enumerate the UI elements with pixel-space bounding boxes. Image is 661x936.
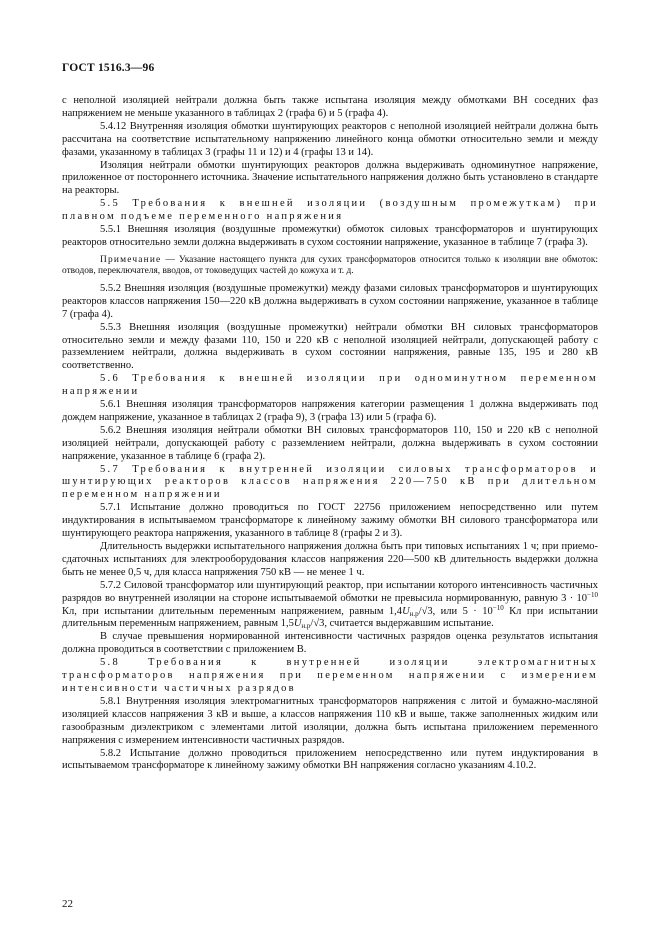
note bbox=[62, 255, 598, 278]
paragraph: Длительность выдержки испытательного напряжения должна быть при типовых испытаниях 1 ч; при приемо-сдаточных испытаниях для электрооборудования классов напряжения 220—500 кВ длительность выдержки должна быть не менее 0,5 ч, для класса напряжения 750 кВ — не менее 1 ч. bbox=[62, 541, 598, 578]
paragraph: с неполной изоляцией нейтрали должна быть также испытана изоляция между обмотками ВН соседних фаз напряжением не меньше указанного в таблицах 2 (графа 6) и 5 (графа 4). bbox=[62, 95, 598, 119]
section-heading-5-8: 5.8 Требования к внутренней изоляции электромагнитных трансформаторов напряжения при переменном напряжении с измерением интенсивности частичных разрядов bbox=[62, 657, 598, 694]
exponent: −10 bbox=[587, 590, 598, 599]
paragraph-5-4-12: 5.4.12 Внутренняя изоляция обмотки шунтирующих реакторов с неполной изоляцией нейтрали должна быть рассчитана на соответствие испытательному напряжению линейного конца обмотки относительно земли и между фазами, указанному в таблицах 3 (графы 11 и 12) и 4 (графы 13 и 14). bbox=[62, 120, 598, 158]
paragraph-5-6-1: 5.6.1 Внешняя изоляция трансформаторов напряжения категории размещения 1 должна выдерживать под дождем напряжение, указанное в таблицах 2 (графа 9), 3 (графа 13) или 5 (графа 6). bbox=[62, 399, 598, 423]
text-run: /√3, или 5 · 10 bbox=[418, 605, 493, 617]
text-run: /√3, считается выдержавшим испытание. bbox=[310, 618, 494, 630]
paragraph: Изоляция нейтрали обмотки шунтирующих реакторов должна выдерживать одноминутное напряжение, приложенное от постороннего источника. Значение испытательного напряжения должно быть установлено в стандарте на реакторы. bbox=[62, 159, 598, 197]
subscript: н.р bbox=[409, 609, 419, 618]
paragraph-5-8-1: 5.8.1 Внутренняя изоляция электромагнитных трансформаторов напряжения с литой и бумажно-масляной изоляцией классов напряжения 3 кВ и выше, а классов напряжения 110 кВ и выше, также заполненных жидким или газообразным диэлектриком с элементами литой изоляции, должна быть испытана приложением переменного напряжения с измерением интенсивности частичных разрядов. bbox=[62, 695, 598, 746]
paragraph-5-5-1: 5.5.1 Внешняя изоляция (воздушные промежутки) обмоток силовых трансформаторов и шунтирующих реакторов относительно земли должна выдерживать в сухом состоянии напряжение, указанное в таблице 7 (графа 3). bbox=[62, 224, 598, 248]
paragraph-5-7-2 bbox=[62, 580, 598, 632]
section-heading-5-5: 5.5 Требования к внешней изоляции (воздушным промежуткам) при плавном подъеме переменного напряжения bbox=[62, 198, 598, 223]
symbol-u: U bbox=[293, 618, 302, 630]
text-run: Кл, при испытании длительным переменным напряжением, равным 1,4 bbox=[62, 605, 403, 617]
section-heading-5-7: 5.7 Требования к внутренней изоляции силовых трансформаторов и шунтирующих реакторов классов напряжения 220—750 кВ при длительном переменном напряжении bbox=[62, 463, 598, 501]
text-run: Кл при испытании длительным переменным напряжением, равным 1,5 bbox=[62, 605, 599, 630]
paragraph-5-5-2: 5.5.2 Внешняя изоляция (воздушные промежутки) между фазами силовых трансформаторов и шунтирующих реакторов классов напряжения 150—220 кВ должна выдерживать в сухом состоянии напряжение, указанное в таблице 7 (графа 4). bbox=[62, 282, 598, 320]
document-body bbox=[62, 95, 598, 773]
section-heading-5-6: 5.6 Требования к внешней изоляции при одноминутном переменном напряжении bbox=[62, 373, 598, 398]
note-text: — Указание настоящего пункта для сухих трансформаторов относится только к изоляции вне обмоток: отводов, переключателя, вводов, от токоведущих частей до кожуха и т. д. bbox=[62, 254, 598, 277]
paragraph: В случае превышения нормированной интенсивности частичных разрядов оценка результатов испытания должна проводиться в соответствии с приложением В. bbox=[62, 631, 598, 656]
text-run: 5.7.2 Силовой трансформатор или шунтирующий реактор, при испытании которого интенсивность частичных разрядов во внутренней изоляции на стороне испытываемой обмотки не превысила нормированную, равную 3 · 10 bbox=[62, 579, 598, 604]
exponent: −10 bbox=[492, 603, 504, 612]
note-label: Примечание bbox=[100, 254, 162, 265]
subscript: н.р bbox=[301, 622, 311, 631]
paragraph-5-8-2: 5.8.2 Испытание должно проводиться приложением непосредственно или путем индуктирования в испытываемом трансформаторе к линейному зажиму обмотки ВН напряжения согласно указаниям 4.10.2. bbox=[62, 747, 598, 772]
symbol-u: U bbox=[402, 605, 410, 617]
document-header: ГОСТ 1516.3—96 bbox=[62, 62, 155, 74]
paragraph-5-5-3: 5.5.3 Внешняя изоляция (воздушные промежутки) нейтрали обмотки ВН силовых трансформаторов относительно земли и между фазами 110, 150 и 220 кВ с неполной изоляцией нейтрали, допускающей работу с разземлением нейтрали, должна выдерживать в сухом состоянии напряжения, равные 135, 195 и 280 кВ соответственно. bbox=[62, 321, 598, 372]
paragraph-5-7-1: 5.7.1 Испытание должно проводиться по ГОСТ 22756 приложением непосредственно или путем индуктирования в испытываемом трансформаторе к линейному зажиму обмотки ВН силового трансформатора или шунтирующего реактора напряжения, указанного в таблице 8 (графы 2 и 3). bbox=[62, 502, 598, 540]
paragraph-5-6-2: 5.6.2 Внешняя изоляция нейтрали обмотки ВН силовых трансформаторов 110, 150 и 220 кВ с неполной изоляцией нейтрали, допускающей работу с разземлением нейтрали, должна выдерживать в сухом состоянии напряжение, указанное в таблице 6 (графа 2). bbox=[62, 424, 598, 462]
page-number: 22 bbox=[62, 898, 73, 910]
